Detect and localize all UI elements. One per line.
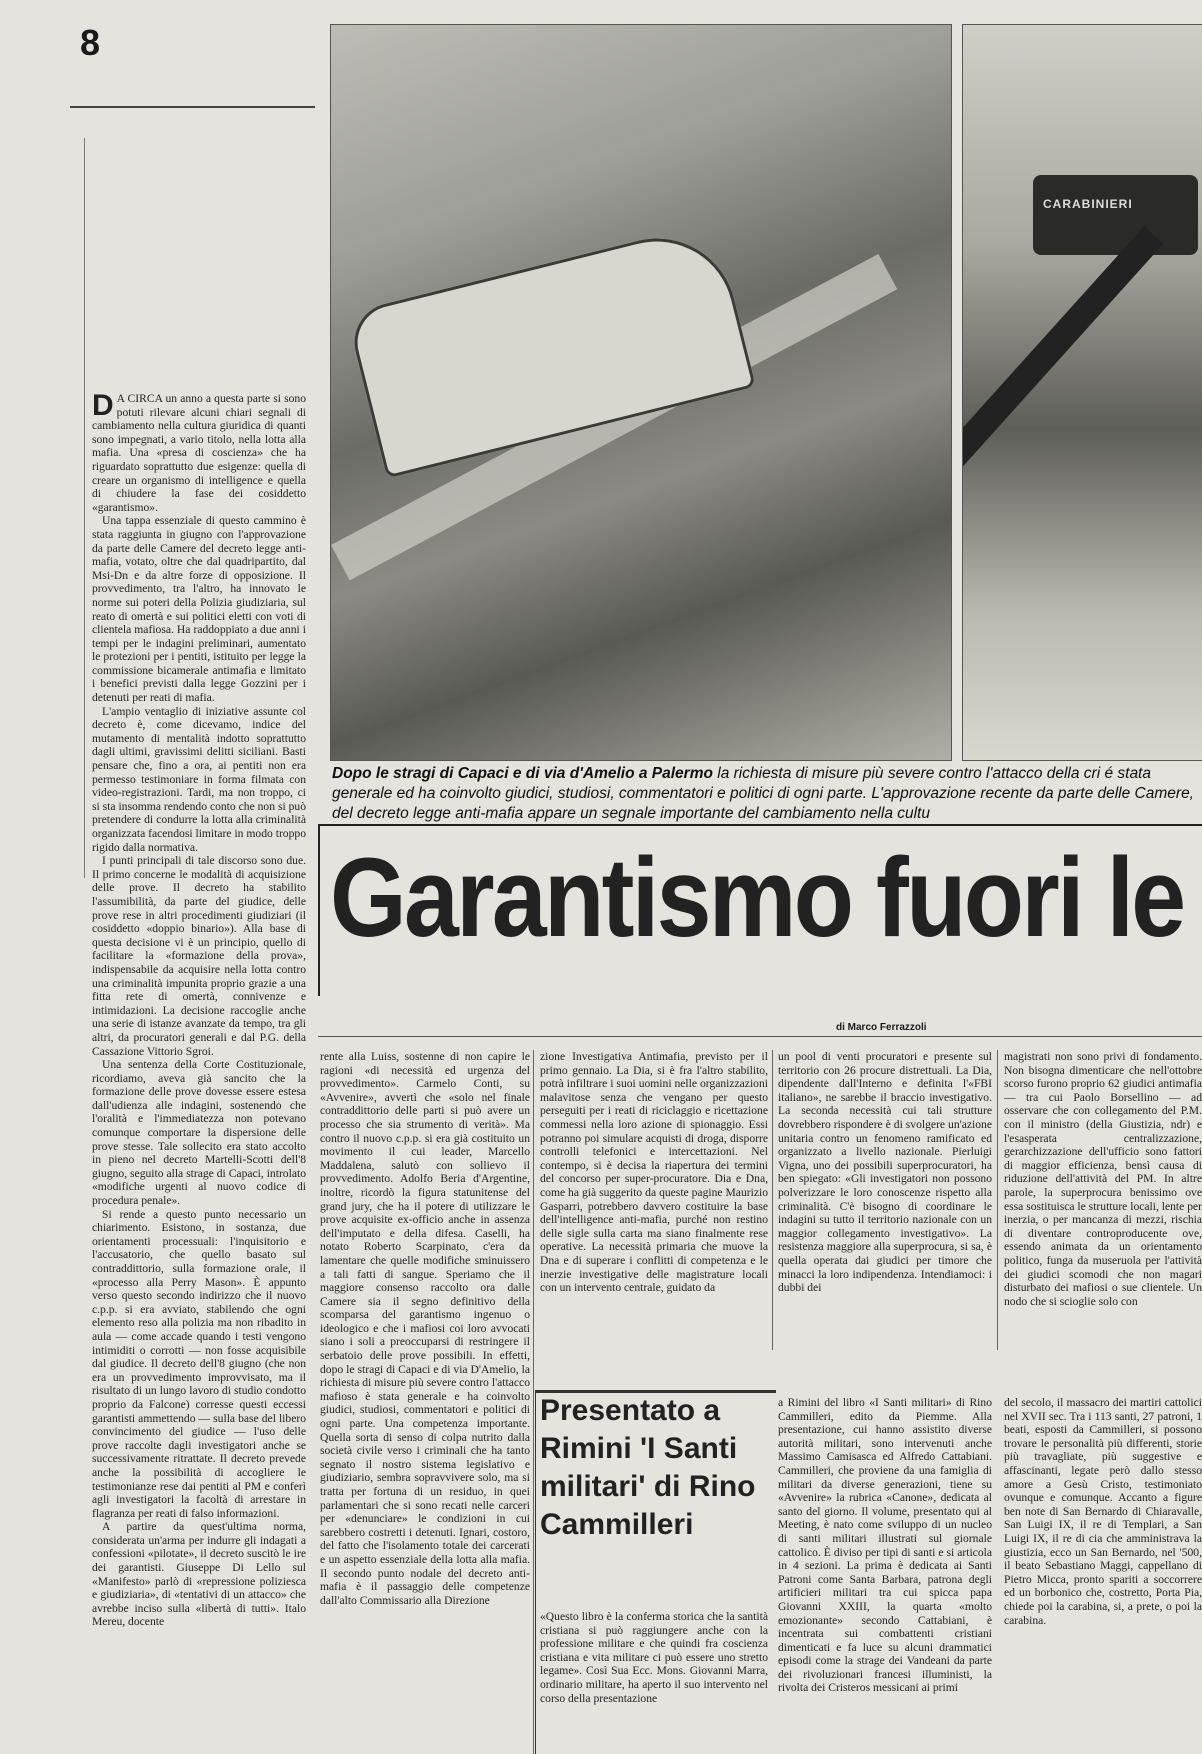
article-column-5 — [1004, 1050, 1202, 1370]
caption-lead: Dopo le stragi di Capaci e di via d'Amelio a Palermo — [332, 765, 713, 782]
col2-text: rente alla Luiss, sostenne di non capire le ragioni «di necessità ed urgenza del provvedimento». Carmelo Conti, su «Avvenire», avvertì che «solo nel finale contraddittorio delle parti si può avere un processo che sia strumento di verità». Ma contro il nuovo c.p.p. si era già costituito un movimento il cui leader, Marcello Maddalena, salutò con sollievo il provvedimento. Adolfo Beria d'Argentine, inoltre, ricordò la figura statunitense del grand jury, che ha il potere di utilizzare le prove acquisite ex-officio anche in assenza dell'imputato e della difesa. Caselli, ha notato Roberto Scarpinato, c'era da lamentare che quelle modifiche sminuissero a tali fatti di sangue. Speriamo che il maggiore consenso raccolto ora dalle Camere sia il segno definitivo della scomparsa del garantismo ingenuo o ideologico e che i mafiosi coi loro avvocati siano i soli a preoccuparsi di restringere il serbatoio delle prove possibili. In effetti, dopo le stragi di Capaci e di via D'Amelio, la richiesta di misure più severe contro l'attacco mafioso è stata generale e ha coinvolto giudici, studiosi, commentatori e politici di ogni parte. Una competenza importante. Quella sorta di senso di colpa nutrito dalla società civile verso i criminali che ha tanto segnato il nostro sistema legislativo e giudiziario, sembra sopravvivere solo, ma si tratta per fortuna di un residuo, in quei parlamentari che si sono recati nelle carceri per «denunciare» le condizioni in cui sarebbero costretti i detenuti. Ignari, costoro, del fatto che l'isolamento totale dei carcerati e un aspetto essenziale della lotta alla mafia. Il secondo punto nodale del decreto anti-mafia è il passaggio delle competenze dall'alto Commissario alla Direzione — [320, 1050, 530, 1607]
article-column-2 — [320, 1050, 530, 1754]
secondary-article-col1 — [540, 1610, 768, 1754]
top-rule — [70, 106, 315, 108]
secondary-article-col3 — [1004, 1396, 1202, 1754]
page-number: 8 — [80, 22, 100, 63]
jeep-shape — [1033, 175, 1198, 255]
column-separator — [533, 1050, 534, 1754]
left-para-1: A CIRCA un anno a questa parte si sono potuti rilevare alcuni chiari segnali di cambiamento nella cultura giuridica di quanti sono impegnati, a vario titolo, nella lotta alla mafia. Una «presa di coscienza» che ha riguardato soprattutto due esigenze: quella di creare un organismo di intelligence e quella di chiudere la fase dei cosiddetto «garantismo». — [92, 392, 306, 514]
main-photo-wrecked-car — [330, 24, 952, 761]
article-rule — [318, 1036, 1202, 1037]
left-para-6: Si rende a questo punto necessario un chiarimento. Esistono, in sostanza, due orientamenti processuali: l'inquisitorio e l'accusatorio, che quello basato sul contraddittorio, sulla formazione orale, il «processo alla Perry Mason». È appunto verso questo secondo indirizzo che il nuovo c.p.p. si era avviato, stabilendo che ogni elemento reso alla polizia ma non ribadito in aula — come accade quando i testi vengono intimiditi o corrotti — non fosse acquisibile dal giudice. Il decreto dell'8 giugno (che non era un provvedimento improvvisato, ma il risultato di un lungo lavoro di studio condotto proprio da Falcone) corresse questi eccessi garantisti ammettendo — sulla base del libero convincimento del giudice — l'uso delle prove raccolte dagli investigatori anche se successivamente ritrattate. Il decreto prevede anche la possibilità di accogliere le testimonianze rese dai pentiti al PM e conferì agli investigatori la facoltà di arrestare in flagranza per reati di falso informazioni. — [92, 1207, 306, 1520]
box-text-1: «Questo libro è la conferma storica che la santità cristiana si può raggiungere anche con la professione militare e che quindi fra coscienza cristiana e vita militare ci può essere uno stretto legame». Così Sua Ecc. Mons. Giovanni Marra, ordinario militare, ha aperto il suo intervento nel corso della presentazione — [540, 1610, 768, 1705]
left-para-3: L'ampio ventaglio di iniziative assunte col decreto è, come dicevamo, indice del mutamento di mentalità indotto soprattutto dagli ultimi, gravissimi delitti siciliani. Basti pensare che, fino a ora, ai pentiti non era permesso testimoniare in forma filmata con video-registrazioni. Tardi, ma non troppo, ci si sta insomma rendendo conto che non si può pretendere di condurre la lotta alla criminalità organizzata facendosi limitare in modo troppo rigido dalla normativa. — [92, 704, 306, 854]
col5-text: magistrati non sono privi di fondamento. Non bisogna dimenticare che nell'ottobre scorso furono proprio 62 giudici antimafia — tra cui Paolo Borsellino — ad osservare che con collegamento del P.M. con il ministro (della Giustizia, ndr) e l'esasperata centralizzazione, gerarchizzazione dell'ufficio sono fattori di maggior efficienza, bensì causa di riduzione dell'attività del PM. In altre parole, la superprocura benissimo ove essa sostituisca le strutture locali, lente per inerzia, o per mancanza di mezzi, rischia di diventare controproducente ove, essendo animata da un orientamento politico, funga da museruola per l'attività dei giudici scomodi che non magari disturbato dei mafiosi o sue clientele. Un nodo che si scioglie solo con — [1004, 1050, 1202, 1308]
article-column-3 — [540, 1050, 768, 1350]
left-para-4: I punti principali di tale discorso sono due. Il primo concerne le modalità di acquisizione delle prove. Il decreto ha stabilito l'assumibilità, da parte del giudice, delle prove rese in altri procedimenti giudiziari (il cosiddetto «doppio binario»). Alla base di questa decisione vi è un principio, quello di facilitare la «formazione della prova», indispensabile da acquisire nella lotta contro una criminalità impunita proprio grazie a una fitta rete di omertà, connivenze e intimidazioni. La decisione raccoglie anche una serie di istanze avanzate da tempo, tra gli altri, da procuratori generali e dal P.G. della Cassazione Vittorio Sgroi. — [92, 854, 306, 1058]
secondary-article-title: Presentato a Rimini 'I Santi militari' di Rino Cammilleri — [540, 1394, 756, 1541]
box-text-2: a Rimini del libro «I Santi militari» di Rino Cammilleri, edito da Piemme. Alla presentazione, cui hanno assistito diverse autorità militari, sono intervenuti anche Massimo Camisasca ed Alfredo Cattabiani. Cammilleri, che proviene da una famiglia di militari da diverse generazioni, tiene su «Avvenire» la rubrica «Canone», dedicata al santo del giorno. Il volume, presentato qui al Meeting, è nato come sviluppo di un nucleo di santi militari illustrati sul giornale cattolico. È diviso per tipi di santi e si articola in 4 sezioni. La prima è dedicata ai Santi Patroni come Santa Barbara, patrona degli artificieri militari tra cui spicca papa Giovanni XXIII, la quarta «molto emozionante» secondo Cattabiani, è incentrata sui combattenti cristiani dimenticati e fa luce su alcuni drammatici episodi come la strage dei Vandeani da parte dei rivoluzionari francesi illuministi, la rivolta dei Cristeros messicani ai primi — [778, 1396, 992, 1695]
column-separator — [772, 1050, 773, 1350]
left-para-7: A partire da quest'ultima norma, considerata un'arma per indurre gli indagati a confessioni «pilotate», il decreto suscitò le ire dei garantisti. Giuseppe Di Lello sul «Manifesto» parlò di «repressione poliziesca e giudiziaria», di «tentativi di un attacco» che avrebbe inciso sulla «libertà di tutti». Italo Mereu, docente — [92, 1520, 306, 1629]
col3-text: zione Investigativa Antimafia, previsto per il primo gennaio. La Dia, si è fra l'altro stabilito, potrà infiltrare i suoi uomini nelle organizzazioni malavitose senza che vengano per questo perseguiti per i reati di riciclaggio e ricettazione commessi nella loro azione di spionaggio. Essi potranno poi simulare acquisti di droga, disporre controlli telefonici e intercettazioni. Nel contempo, si è decisa la riapertura dei termini del concorso per super-procuratore. Dia e Dna, come ha già suggerito da queste pagine Maurizio Gasparri, potrebbero davvero costituire la base dell'intelligence anti-mafia, purché non restino delle sigle sulla carta ma siano finalmente rese operative. La necessità primaria che muove la Dna e di superare i conflitti di competenza e le inerzie investigative delle magistrature locali con un intervento centrale, guidato da — [540, 1050, 768, 1295]
left-column-rule — [84, 138, 85, 878]
headline: Garantismo fuori le — [330, 835, 1184, 960]
side-photo-carabinieri — [962, 24, 1202, 761]
byline: di Marco Ferrazzoli — [836, 1022, 927, 1033]
box-text-3: del secolo, il massacro dei martiri cattolici nel XVII sec. Tra i 113 santi, 27 patroni, 1 beati, esposti da Cammilleri, si possono trovare le personalità più differenti, storie più travagliate, più suggestive e affascinanti, legate però dallo stesso amore a Gesù Cristo, testimoniato ovunque e comunque. Accanto a figure ben note di San Bernardo di Chiaravalle, San Luigi IX, il re di Templari, a San Luigi IX, il re di cia che amministrava la giustizia, ecco un San Bernardo, nel '500, il beato Sebastiano Maggi, cappellano di Pietro Micca, pronto spariti a soccorrere ed un borbonico che, costretto, Porta Pia, chiede poi la carabina, si, a prete, o poi la carabina. — [1004, 1396, 1202, 1627]
caption-rest: la richiesta di misure più severe contro l'attacco della cri é stata generale ed ha coinvolto giudici, studiosi, commentatori e politici di ogni parte. L'approvazione recente da parte delle Camere, del decreto legge anti-mafia appare un segnale importante del cambiamento nella cultu — [332, 765, 1194, 822]
photo-caption — [332, 764, 1202, 824]
left-para-2: Una tappa essenziale di questo cammino è stata raggiunta in giugno con l'approvazione da parte delle Camere del decreto legge anti-mafia, votato, oltre che dal quadripartito, dal Msi-Dn e da altre forze di opposizione. Il provvedimento, tra l'altro, ha innovato le norme sui poteri della Polizia giudiziaria, sul reato di omertà e sui politici eletti con voti di clientela mafiosa. Ha raddoppiato a due anni i tempi per le indagini preliminari, aumentato le protezioni per i pentiti, istituito per legge la commissione bicamerale antimafia e limitato i benefici previsti dalla legge Gozzini per i detenuti per reati di mafia. — [92, 514, 306, 705]
secondary-article-col2 — [778, 1396, 992, 1754]
left-para-5: Una sentenza della Corte Costituzionale, ricordiamo, aveva già sancito che la formazione delle prove dovesse essere estesa dall'udienza alle indagini, sostenendo che l'oralità e l'immediatezza non potevano comunque comportare la dispersione delle prove stesse. Tale sollecito era stato accolto in pieno nel decreto Martelli-Scotti dell'8 giugno, seguito alla strage di Capaci, introlato «modifiche urgenti al nuovo codice di procedura penale». — [92, 1058, 306, 1208]
article-column-4 — [778, 1050, 992, 1350]
jeep-label: CARABINIERI — [1043, 197, 1133, 211]
column-separator — [997, 1050, 998, 1350]
col4-text: un pool di venti procuratori e presente sul territorio con 26 procure distrettuali. La Dia, dipendente dall'Interno e definita l'«FBI italiano», ne sarebbe il braccio investigativo. La seconda necessità cui tali strutture dovrebbero rispondere è di svolgere un'azione unitaria contro un fenomeno ramificato ed organizzato a livello nazionale. Pierluigi Vigna, uno dei possibili superprocuratori, ha ben spiegato: «Gli investigatori non possono polverizzare le loro conoscenze rispetto alla criminalità. C'è bisogno di coordinare le indagini su tutto il territorio nazionale con un maggior collegamento investigativo». La resistenza maggiore alla superprocura, si sa, è quella operata dai giudici per timore che minacci la loro indipendenza. Intendiamoci: i dubbi dei — [778, 1050, 992, 1295]
article-column-left — [92, 392, 306, 1754]
rifle-shape — [962, 226, 1163, 466]
drop-cap: D — [92, 392, 114, 422]
